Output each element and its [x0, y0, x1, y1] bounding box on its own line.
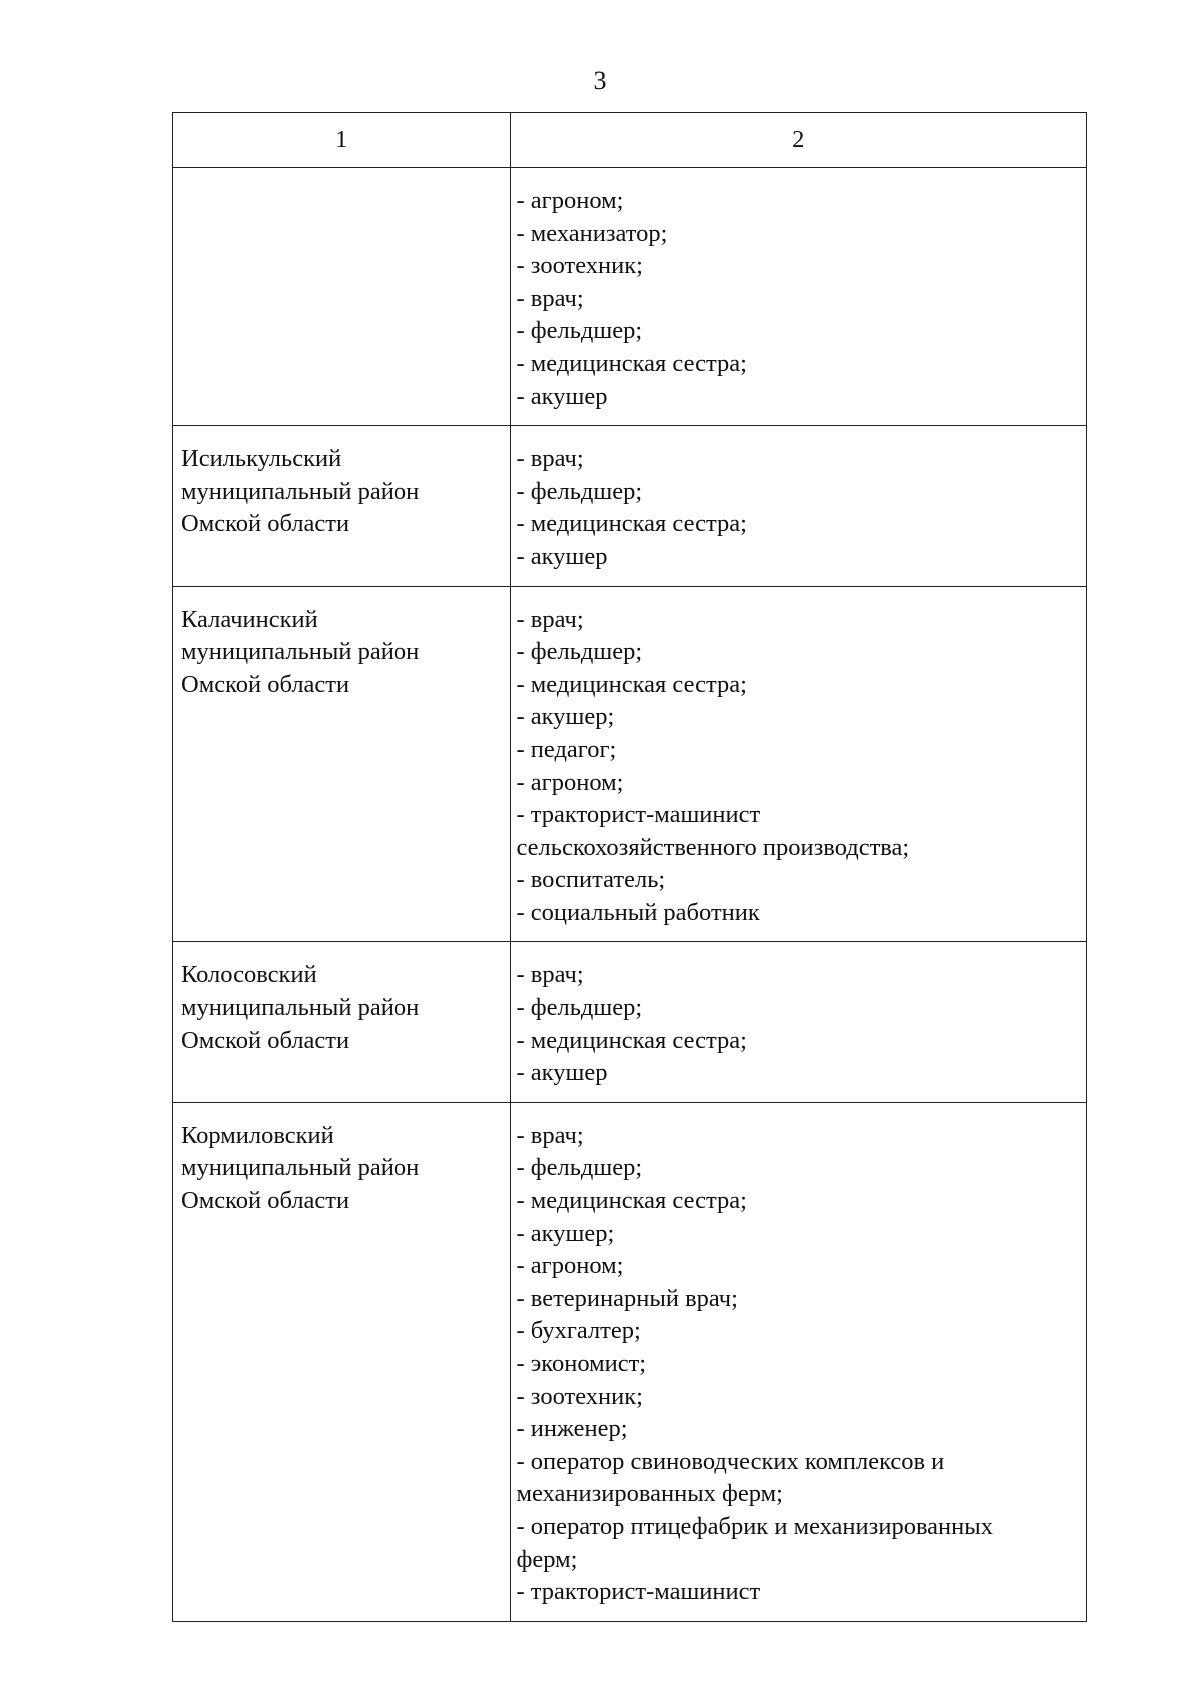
district-name-line: муниципальный район — [181, 994, 420, 1022]
table-body — [173, 168, 1087, 1622]
district-name-line: муниципальный район — [181, 638, 420, 666]
profession-item: - медицинская сестра; — [516, 349, 747, 377]
profession-item: - врач; — [516, 1121, 584, 1149]
profession-item: - воспитатель; — [516, 866, 666, 894]
profession-item: - медицинская сестра; — [516, 1026, 747, 1054]
profession-item: - фельдшер; — [516, 638, 643, 666]
profession-item: - ветеринарный врач; — [516, 1284, 738, 1312]
profession-item: - педагог; — [516, 735, 617, 763]
district-cell — [173, 426, 511, 586]
professions-cell — [510, 586, 1087, 942]
profession-item: - акушер — [516, 542, 608, 570]
district-name-line: муниципальный район — [181, 477, 420, 505]
district-name-line: Омской области — [181, 670, 350, 698]
district-cell — [173, 1102, 511, 1621]
district-name-line: муниципальный район — [181, 1154, 420, 1182]
page-number: 3 — [593, 66, 607, 95]
profession-item: - оператор свиноводческих комплексов и — [516, 1447, 945, 1475]
profession-item: - агроном; — [516, 768, 624, 796]
profession-item: - медицинская сестра; — [516, 1187, 747, 1215]
profession-item: - бухгалтер; — [516, 1317, 641, 1345]
district-name-line: Колосовский — [181, 961, 317, 989]
profession-item: - механизатор; — [516, 219, 668, 247]
column-header-1: 1 — [173, 113, 511, 168]
document-table — [172, 112, 1087, 1622]
table-row — [173, 168, 1087, 426]
profession-item: ферм; — [516, 1545, 578, 1573]
district-name-line: Омской области — [181, 1187, 350, 1215]
district-name-line: Калачинский — [181, 605, 318, 633]
profession-item: - зоотехник; — [516, 252, 643, 280]
professions-cell — [510, 426, 1087, 586]
profession-item: - акушер — [516, 1059, 608, 1087]
profession-item: - врач; — [516, 445, 584, 473]
profession-item: - медицинская сестра; — [516, 670, 747, 698]
profession-item: - медицинская сестра; — [516, 510, 747, 538]
profession-item: - оператор птицефабрик и механизированных — [516, 1512, 993, 1540]
profession-item: - фельдшер; — [516, 1154, 643, 1182]
profession-item: - инженер; — [516, 1415, 628, 1443]
professions-cell — [510, 1102, 1087, 1621]
district-name-line: Омской области — [181, 510, 350, 538]
profession-item: - врач; — [516, 961, 584, 989]
professions-cell — [510, 942, 1087, 1102]
profession-item: - врач; — [516, 605, 584, 633]
district-name-line: Омской области — [181, 1026, 350, 1054]
profession-item: - тракторист-машинист — [516, 1578, 761, 1606]
district-cell — [173, 586, 511, 942]
profession-item: - врач; — [516, 284, 584, 312]
profession-item: - фельдшер; — [516, 994, 643, 1022]
profession-item: - акушер; — [516, 703, 615, 731]
district-cell — [173, 942, 511, 1102]
profession-item: - акушер; — [516, 1219, 615, 1247]
profession-item: - зоотехник; — [516, 1382, 643, 1410]
district-name-line: Исилькульский — [181, 445, 342, 473]
table-row — [173, 586, 1087, 942]
profession-item: - экономист; — [516, 1350, 647, 1377]
profession-item: - агроном; — [516, 1252, 624, 1280]
district-name-line: Кормиловский — [181, 1121, 334, 1149]
profession-item: - фельдшер; — [516, 317, 643, 345]
profession-item: - акушер — [516, 382, 608, 410]
table-row — [173, 426, 1087, 586]
profession-item: - агроном; — [516, 187, 624, 214]
profession-item: сельскохозяйственного производства; — [516, 833, 910, 861]
profession-item: механизированных ферм; — [516, 1480, 783, 1508]
profession-item: - тракторист-машинист — [516, 801, 761, 829]
profession-item: - социальный работник — [516, 898, 760, 926]
table-row — [173, 942, 1087, 1102]
district-cell — [173, 168, 511, 426]
profession-item: - фельдшер; — [516, 477, 643, 505]
column-header-2: 2 — [510, 113, 1087, 168]
table-row — [173, 1102, 1087, 1621]
professions-cell — [510, 168, 1087, 426]
table-header-row — [173, 113, 1087, 168]
